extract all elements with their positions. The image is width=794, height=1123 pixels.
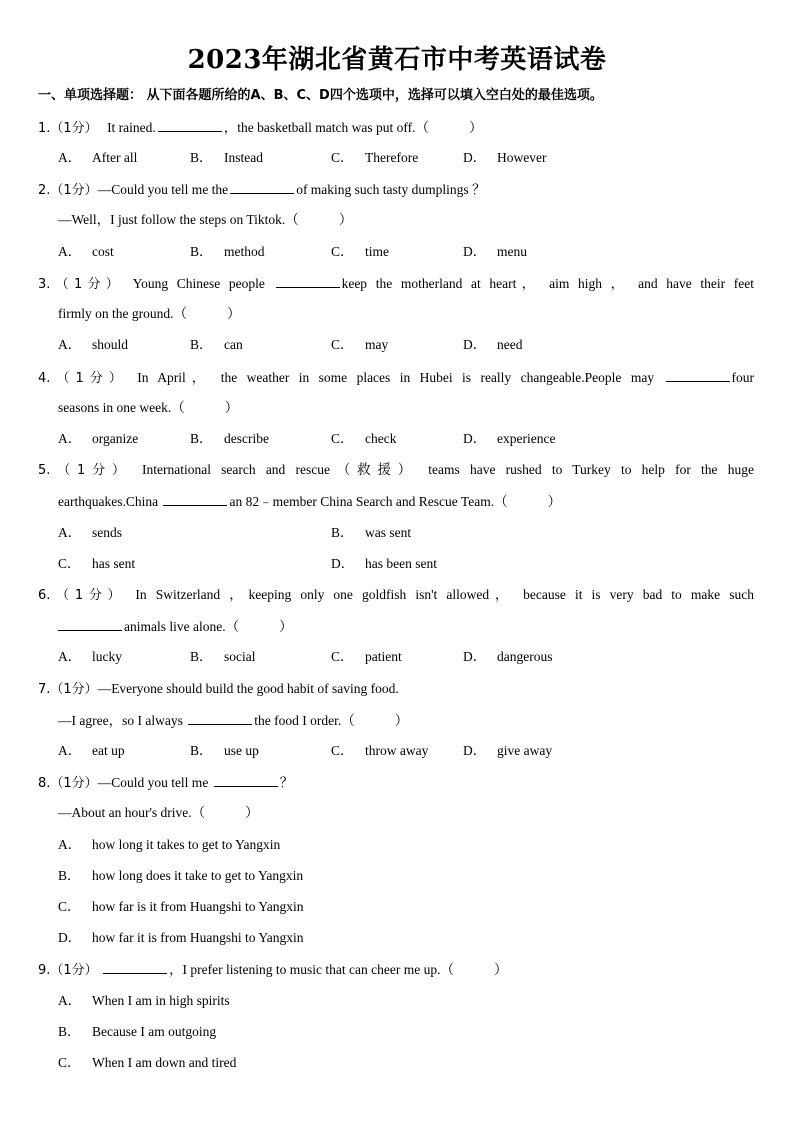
option-a[interactable]: A． After all — [58, 150, 138, 165]
option-c[interactable]: C． throw away — [331, 743, 429, 758]
answer-blank[interactable] — [188, 710, 252, 725]
option-c[interactable]: C． has sent — [58, 556, 136, 571]
question-number: 4.（1分） — [38, 371, 128, 386]
question-5-line-2: earthquakes.China an 82﹣member China Search and Rescue Team.（ ） — [58, 491, 561, 512]
question-5 — [38, 460, 754, 481]
question-number: 5.（1分） — [38, 463, 132, 478]
question-text: ，the basketball match was put off.（ — [223, 120, 429, 135]
option-d[interactable]: D． how far it is from Huangshi to Yangxin — [58, 930, 304, 945]
question-number: 3.（1分） — [38, 277, 125, 292]
option-d[interactable]: D． give away — [463, 743, 553, 758]
option-c[interactable]: C． how far is it from Huangshi to Yangxin — [58, 899, 304, 914]
question-2 — [38, 179, 486, 201]
question-4-line-2: seasons in one week.（ ） — [58, 400, 239, 415]
question-text: —Could you tell me — [97, 775, 209, 790]
question-number: 2.（1分） — [38, 183, 98, 198]
question-number: 6.（1分） — [38, 588, 127, 603]
option-c[interactable]: C． check — [331, 431, 397, 446]
answer-blank[interactable] — [666, 367, 730, 382]
question-text: ，I prefer listening to music that can cheer me up.（ — [169, 962, 454, 977]
question-number: 9.（1分） — [38, 963, 98, 978]
answer-blank[interactable] — [58, 616, 122, 631]
question-8: 8.（1分）—Could you tell me ？ — [38, 772, 293, 794]
answer-blank[interactable] — [214, 772, 278, 787]
answer-blank[interactable] — [276, 273, 340, 288]
option-d[interactable]: D． However — [463, 150, 547, 165]
question-1: 1.（1分） It rained. ，the basketball match was put off.（ ） — [38, 117, 483, 139]
option-d[interactable]: D． dangerous — [463, 649, 553, 664]
question-number: 8.（1分） — [38, 776, 98, 791]
option-c[interactable]: C． patient — [331, 649, 402, 664]
option-b[interactable]: B． Instead — [190, 150, 263, 165]
question-text: In Switzerland ，keeping only one goldfish isn't allowed， because it is very bad to make such — [135, 587, 754, 602]
option-c[interactable]: C． Therefore — [331, 150, 419, 165]
question-7-line-2: —I agree，so I always the food I order.（ ） — [58, 710, 408, 731]
option-c[interactable]: C． may — [331, 337, 389, 352]
question-9: 9.（1分） ，I prefer listening to music that can cheer me up.（ ） — [38, 959, 507, 981]
question-text: —Everyone should build the good habit of saving food. — [97, 681, 399, 696]
question-4 — [38, 367, 754, 389]
option-b[interactable]: B． use up — [190, 743, 259, 758]
question-number: 1.（1分） — [38, 121, 98, 136]
option-a[interactable]: A． should — [58, 337, 129, 352]
question-3-line-2: firmly on the ground.（ ） — [58, 306, 241, 321]
option-b[interactable]: B． Because I am outgoing — [58, 1024, 217, 1039]
question-text: of making such tasty dumplings ？ — [296, 182, 486, 197]
option-c[interactable]: C． time — [331, 244, 389, 259]
question-text: keep the motherland at heart， aim high ， and have their feet — [341, 276, 754, 291]
option-b[interactable]: B． can — [190, 337, 243, 352]
question-text: International search and rescue（救援） teams have rushed to Turkey to help for the huge — [141, 462, 754, 477]
option-d[interactable]: D． has been sent — [331, 556, 437, 571]
page-title: 2023年湖北省黄石市中考英语试卷 — [187, 45, 607, 75]
option-c[interactable]: C． When I am down and tired — [58, 1055, 237, 1070]
option-a[interactable]: A． eat up — [58, 743, 125, 758]
option-b[interactable]: B． how long does it take to get to Yangxin — [58, 868, 304, 883]
option-a[interactable]: A． When I am in high spirits — [58, 993, 230, 1008]
question-text: four — [731, 370, 754, 385]
option-b[interactable]: B． describe — [190, 431, 269, 446]
option-b[interactable]: B． method — [190, 244, 265, 259]
question-text: —Could you tell me the — [97, 182, 229, 197]
option-a[interactable]: A． cost — [58, 244, 114, 259]
question-6 — [38, 585, 754, 606]
option-a[interactable]: A． lucky — [58, 649, 122, 664]
option-b[interactable]: B． was sent — [331, 525, 412, 540]
answer-blank[interactable] — [103, 959, 167, 974]
answer-blank[interactable] — [158, 117, 222, 132]
option-a[interactable]: A． organize — [58, 431, 139, 446]
option-b[interactable]: B． social — [190, 649, 256, 664]
section-heading: 一、单项选择题： 从下面各题所给的A、B、C、D四个选项中，选择可以填入空白处的最佳选项。 — [38, 88, 603, 103]
question-2-line-2: —Well，I just follow the steps on Tiktok.（ ） — [58, 212, 353, 227]
question-8-line-2: —About an hour's drive.（ ） — [58, 805, 259, 820]
option-d[interactable]: D． menu — [463, 244, 527, 259]
answer-blank[interactable] — [230, 179, 294, 194]
question-6-line-2: animals live alone.（ ） — [58, 616, 293, 637]
option-d[interactable]: D． need — [463, 337, 523, 352]
question-7 — [38, 679, 399, 700]
option-a[interactable]: A． sends — [58, 525, 122, 540]
question-text: In April， the weather in some places in Hubei is really changeable.People may — [137, 370, 655, 385]
question-3 — [38, 273, 754, 295]
option-d[interactable]: D． experience — [463, 431, 556, 446]
question-text: Young Chinese people — [132, 276, 265, 291]
answer-blank[interactable] — [163, 491, 227, 506]
question-number: 7.（1分） — [38, 682, 98, 697]
question-text: It rained. — [107, 120, 156, 135]
option-a[interactable]: A． how long it takes to get to Yangxin — [58, 837, 281, 852]
